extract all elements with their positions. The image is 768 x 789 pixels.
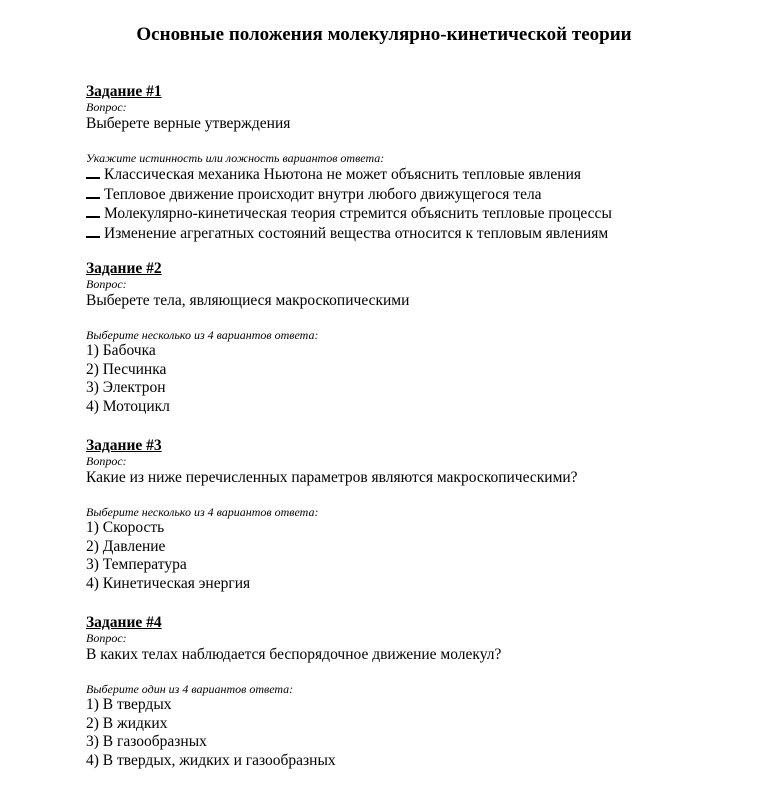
task-4	[86, 614, 746, 770]
option-item: 1) Бабочка	[86, 342, 156, 359]
option-text: Молекулярно-кинетическая теория стремится объяснить тепловые процессы	[104, 205, 612, 222]
task-2	[86, 260, 746, 416]
question-label: Вопрос:	[86, 454, 127, 468]
option-item: 2) Песчинка	[86, 360, 167, 378]
option-item: 3) Электрон	[86, 379, 166, 396]
option-item: 4) Мотоцикл	[86, 397, 170, 415]
answers-label: Выберите один из 4 вариантов ответа:	[86, 682, 294, 696]
question-text: Выберете тела, являющиеся макроскопическими	[86, 292, 410, 309]
task-3	[86, 437, 746, 593]
options-list	[86, 165, 746, 243]
true-false-option	[86, 204, 746, 224]
options-list	[86, 519, 746, 593]
answer-blank	[86, 165, 100, 179]
answer-blank	[86, 224, 100, 238]
option-item: 1) В твердых	[86, 696, 172, 713]
options-list	[86, 342, 746, 416]
option-item: 3) Температура	[86, 556, 187, 573]
question-text: Выберете верные утверждения	[86, 115, 291, 132]
option-item: 3) В газообразных	[86, 733, 207, 750]
question-text: Какие из ниже перечисленных параметров являются макроскопическими?	[86, 469, 578, 486]
task-heading: Задание #2	[86, 260, 162, 277]
answers-label: Выберите несколько из 4 вариантов ответа:	[86, 328, 319, 342]
document-title: Основные положения молекулярно-кинетической теории	[136, 24, 632, 45]
option-text: Классическая механика Ньютона не может объяснить тепловые явления	[104, 166, 582, 183]
task-heading: Задание #4	[86, 614, 162, 631]
question-label: Вопрос:	[86, 631, 127, 645]
answer-blank	[86, 204, 100, 218]
true-false-option	[86, 224, 746, 244]
answer-blank	[86, 185, 100, 199]
true-false-option	[86, 165, 746, 185]
question-text: В каких телах наблюдается беспорядочное движение молекул?	[86, 646, 502, 663]
option-item: 4) В твердых, жидких и газообразных	[86, 751, 336, 769]
task-heading: Задание #3	[86, 437, 162, 454]
question-label: Вопрос:	[86, 100, 127, 114]
option-text: Тепловое движение происходит внутри любого движущегося тела	[104, 185, 542, 203]
task-1	[86, 83, 746, 243]
option-item: 4) Кинетическая энергия	[86, 574, 251, 592]
option-item: 2) Давление	[86, 537, 166, 555]
options-list	[86, 696, 746, 770]
true-false-option	[86, 185, 746, 205]
answers-label: Выберите несколько из 4 вариантов ответа:	[86, 505, 319, 519]
answers-label: Укажите истинность или ложность вариантов ответа:	[86, 151, 385, 165]
task-heading: Задание #1	[86, 83, 162, 100]
option-item: 2) В жидких	[86, 714, 168, 732]
option-text: Изменение агрегатных состояний вещества относится к тепловым явлениям	[104, 224, 609, 242]
option-item: 1) Скорость	[86, 519, 165, 536]
question-label: Вопрос:	[86, 277, 127, 291]
